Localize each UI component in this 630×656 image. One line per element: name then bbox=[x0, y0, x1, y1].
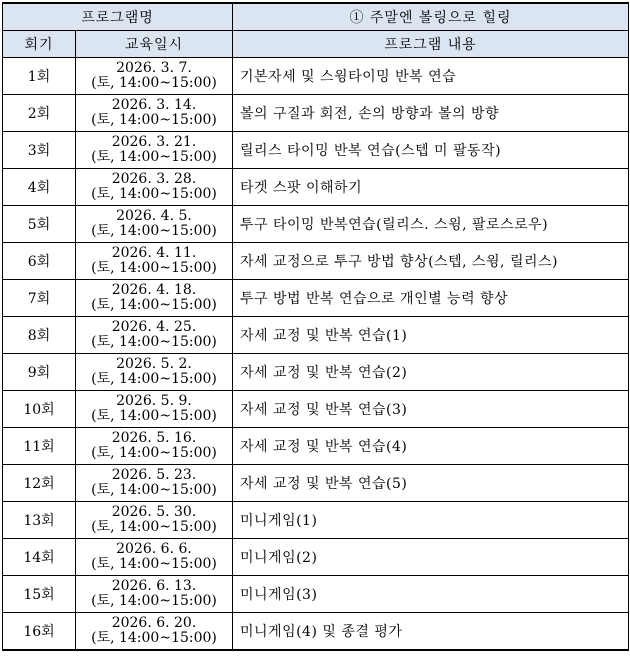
session-content: 투구 방법 반복 연습으로 개인별 능력 향상 bbox=[233, 280, 629, 317]
table-row bbox=[3, 58, 629, 95]
session-number: 6회 bbox=[3, 243, 76, 280]
session-datetime bbox=[76, 95, 233, 132]
table-row bbox=[3, 613, 629, 651]
table-row bbox=[3, 465, 629, 502]
session-time: (토, 14:00~15:00) bbox=[91, 482, 217, 498]
session-content: 자세 교정 및 반복 연습(3) bbox=[233, 391, 629, 428]
session-number: 7회 bbox=[3, 280, 76, 317]
session-content: 자세 교정 및 반복 연습(4) bbox=[233, 428, 629, 465]
session-time: (토, 14:00~15:00) bbox=[91, 223, 217, 239]
program-name-row bbox=[3, 3, 629, 31]
session-datetime bbox=[76, 280, 233, 317]
session-datetime bbox=[76, 243, 233, 280]
session-number: 16회 bbox=[3, 613, 76, 651]
session-number: 9회 bbox=[3, 354, 76, 391]
session-time: (토, 14:00~15:00) bbox=[91, 519, 217, 535]
session-datetime bbox=[76, 539, 233, 576]
session-number: 8회 bbox=[3, 317, 76, 354]
session-time: (토, 14:00~15:00) bbox=[91, 334, 217, 350]
table-row bbox=[3, 354, 629, 391]
session-date: 2026. 6. 13. bbox=[111, 578, 197, 594]
session-number: 14회 bbox=[3, 539, 76, 576]
table-row bbox=[3, 391, 629, 428]
session-datetime bbox=[76, 354, 233, 391]
session-content: 타겟 스팟 이해하기 bbox=[233, 169, 629, 206]
session-time: (토, 14:00~15:00) bbox=[91, 149, 217, 165]
session-content: 자세 교정으로 투구 방법 향상(스텝, 스윙, 릴리스) bbox=[233, 243, 629, 280]
session-date: 2026. 4. 5. bbox=[116, 208, 192, 224]
session-time: (토, 14:00~15:00) bbox=[91, 186, 217, 202]
session-datetime bbox=[76, 58, 233, 95]
session-content: 미니게임(3) bbox=[233, 576, 629, 613]
column-header-date: 교육일시 bbox=[76, 31, 233, 58]
session-datetime bbox=[76, 317, 233, 354]
session-number: 2회 bbox=[3, 95, 76, 132]
session-content: 기본자세 및 스윙타이밍 반복 연습 bbox=[233, 58, 629, 95]
session-date: 2026. 5. 16. bbox=[111, 430, 197, 446]
table-row bbox=[3, 502, 629, 539]
session-number: 13회 bbox=[3, 502, 76, 539]
session-datetime bbox=[76, 206, 233, 243]
session-datetime bbox=[76, 391, 233, 428]
session-content: 볼의 구질과 회전, 손의 방향과 볼의 방향 bbox=[233, 95, 629, 132]
session-number: 12회 bbox=[3, 465, 76, 502]
session-number: 1회 bbox=[3, 58, 76, 95]
session-time: (토, 14:00~15:00) bbox=[91, 297, 217, 313]
table-row bbox=[3, 95, 629, 132]
session-number: 10회 bbox=[3, 391, 76, 428]
session-date: 2026. 3. 7. bbox=[116, 60, 192, 76]
session-date: 2026. 4. 25. bbox=[111, 319, 197, 335]
table-row bbox=[3, 428, 629, 465]
table-row bbox=[3, 243, 629, 280]
session-date: 2026. 3. 21. bbox=[111, 134, 197, 150]
session-date: 2026. 6. 6. bbox=[116, 541, 192, 557]
table-row bbox=[3, 539, 629, 576]
session-content: 자세 교정 및 반복 연습(5) bbox=[233, 465, 629, 502]
program-title: ① 주말엔 볼링으로 힐링 bbox=[233, 3, 629, 31]
session-time: (토, 14:00~15:00) bbox=[91, 371, 217, 387]
session-number: 5회 bbox=[3, 206, 76, 243]
session-time: (토, 14:00~15:00) bbox=[91, 408, 217, 424]
session-datetime bbox=[76, 576, 233, 613]
session-time: (토, 14:00~15:00) bbox=[91, 630, 217, 646]
session-time: (토, 14:00~15:00) bbox=[91, 445, 217, 461]
session-date: 2026. 5. 23. bbox=[111, 467, 197, 483]
column-header-content: 프로그램 내용 bbox=[233, 31, 629, 58]
session-time: (토, 14:00~15:00) bbox=[91, 112, 217, 128]
session-time: (토, 14:00~15:00) bbox=[91, 260, 217, 276]
table-row bbox=[3, 132, 629, 169]
session-date: 2026. 3. 28. bbox=[111, 171, 197, 187]
session-content: 미니게임(2) bbox=[233, 539, 629, 576]
session-content: 투구 타이밍 반복연습(릴리스. 스윙, 팔로스로우) bbox=[233, 206, 629, 243]
session-date: 2026. 5. 30. bbox=[111, 504, 197, 520]
program-name-label: 프로그램명 bbox=[3, 3, 233, 31]
table-row bbox=[3, 317, 629, 354]
session-date: 2026. 4. 11. bbox=[111, 245, 197, 261]
session-content: 자세 교정 및 반복 연습(2) bbox=[233, 354, 629, 391]
column-header-row bbox=[3, 31, 629, 58]
session-time: (토, 14:00~15:00) bbox=[91, 556, 217, 572]
session-number: 11회 bbox=[3, 428, 76, 465]
session-time: (토, 14:00~15:00) bbox=[91, 75, 217, 91]
session-date: 2026. 5. 2. bbox=[116, 356, 192, 372]
table-row bbox=[3, 280, 629, 317]
table-row bbox=[3, 206, 629, 243]
session-content: 미니게임(4) 및 종결 평가 bbox=[233, 613, 629, 651]
session-time: (토, 14:00~15:00) bbox=[91, 593, 217, 609]
session-datetime bbox=[76, 502, 233, 539]
session-datetime bbox=[76, 428, 233, 465]
session-date: 2026. 4. 18. bbox=[111, 282, 197, 298]
session-date: 2026. 5. 9. bbox=[116, 393, 192, 409]
table-row bbox=[3, 576, 629, 613]
session-content: 미니게임(1) bbox=[233, 502, 629, 539]
column-header-session: 회기 bbox=[3, 31, 76, 58]
session-number: 4회 bbox=[3, 169, 76, 206]
session-number: 3회 bbox=[3, 132, 76, 169]
session-date: 2026. 6. 20. bbox=[111, 615, 197, 631]
session-date: 2026. 3. 14. bbox=[111, 97, 197, 113]
session-datetime bbox=[76, 169, 233, 206]
program-schedule-table bbox=[2, 2, 629, 651]
session-datetime bbox=[76, 613, 233, 651]
session-content: 자세 교정 및 반복 연습(1) bbox=[233, 317, 629, 354]
table-row bbox=[3, 169, 629, 206]
session-datetime bbox=[76, 132, 233, 169]
session-datetime bbox=[76, 465, 233, 502]
session-number: 15회 bbox=[3, 576, 76, 613]
session-content: 릴리스 타이밍 반복 연습(스텝 미 팔동작) bbox=[233, 132, 629, 169]
